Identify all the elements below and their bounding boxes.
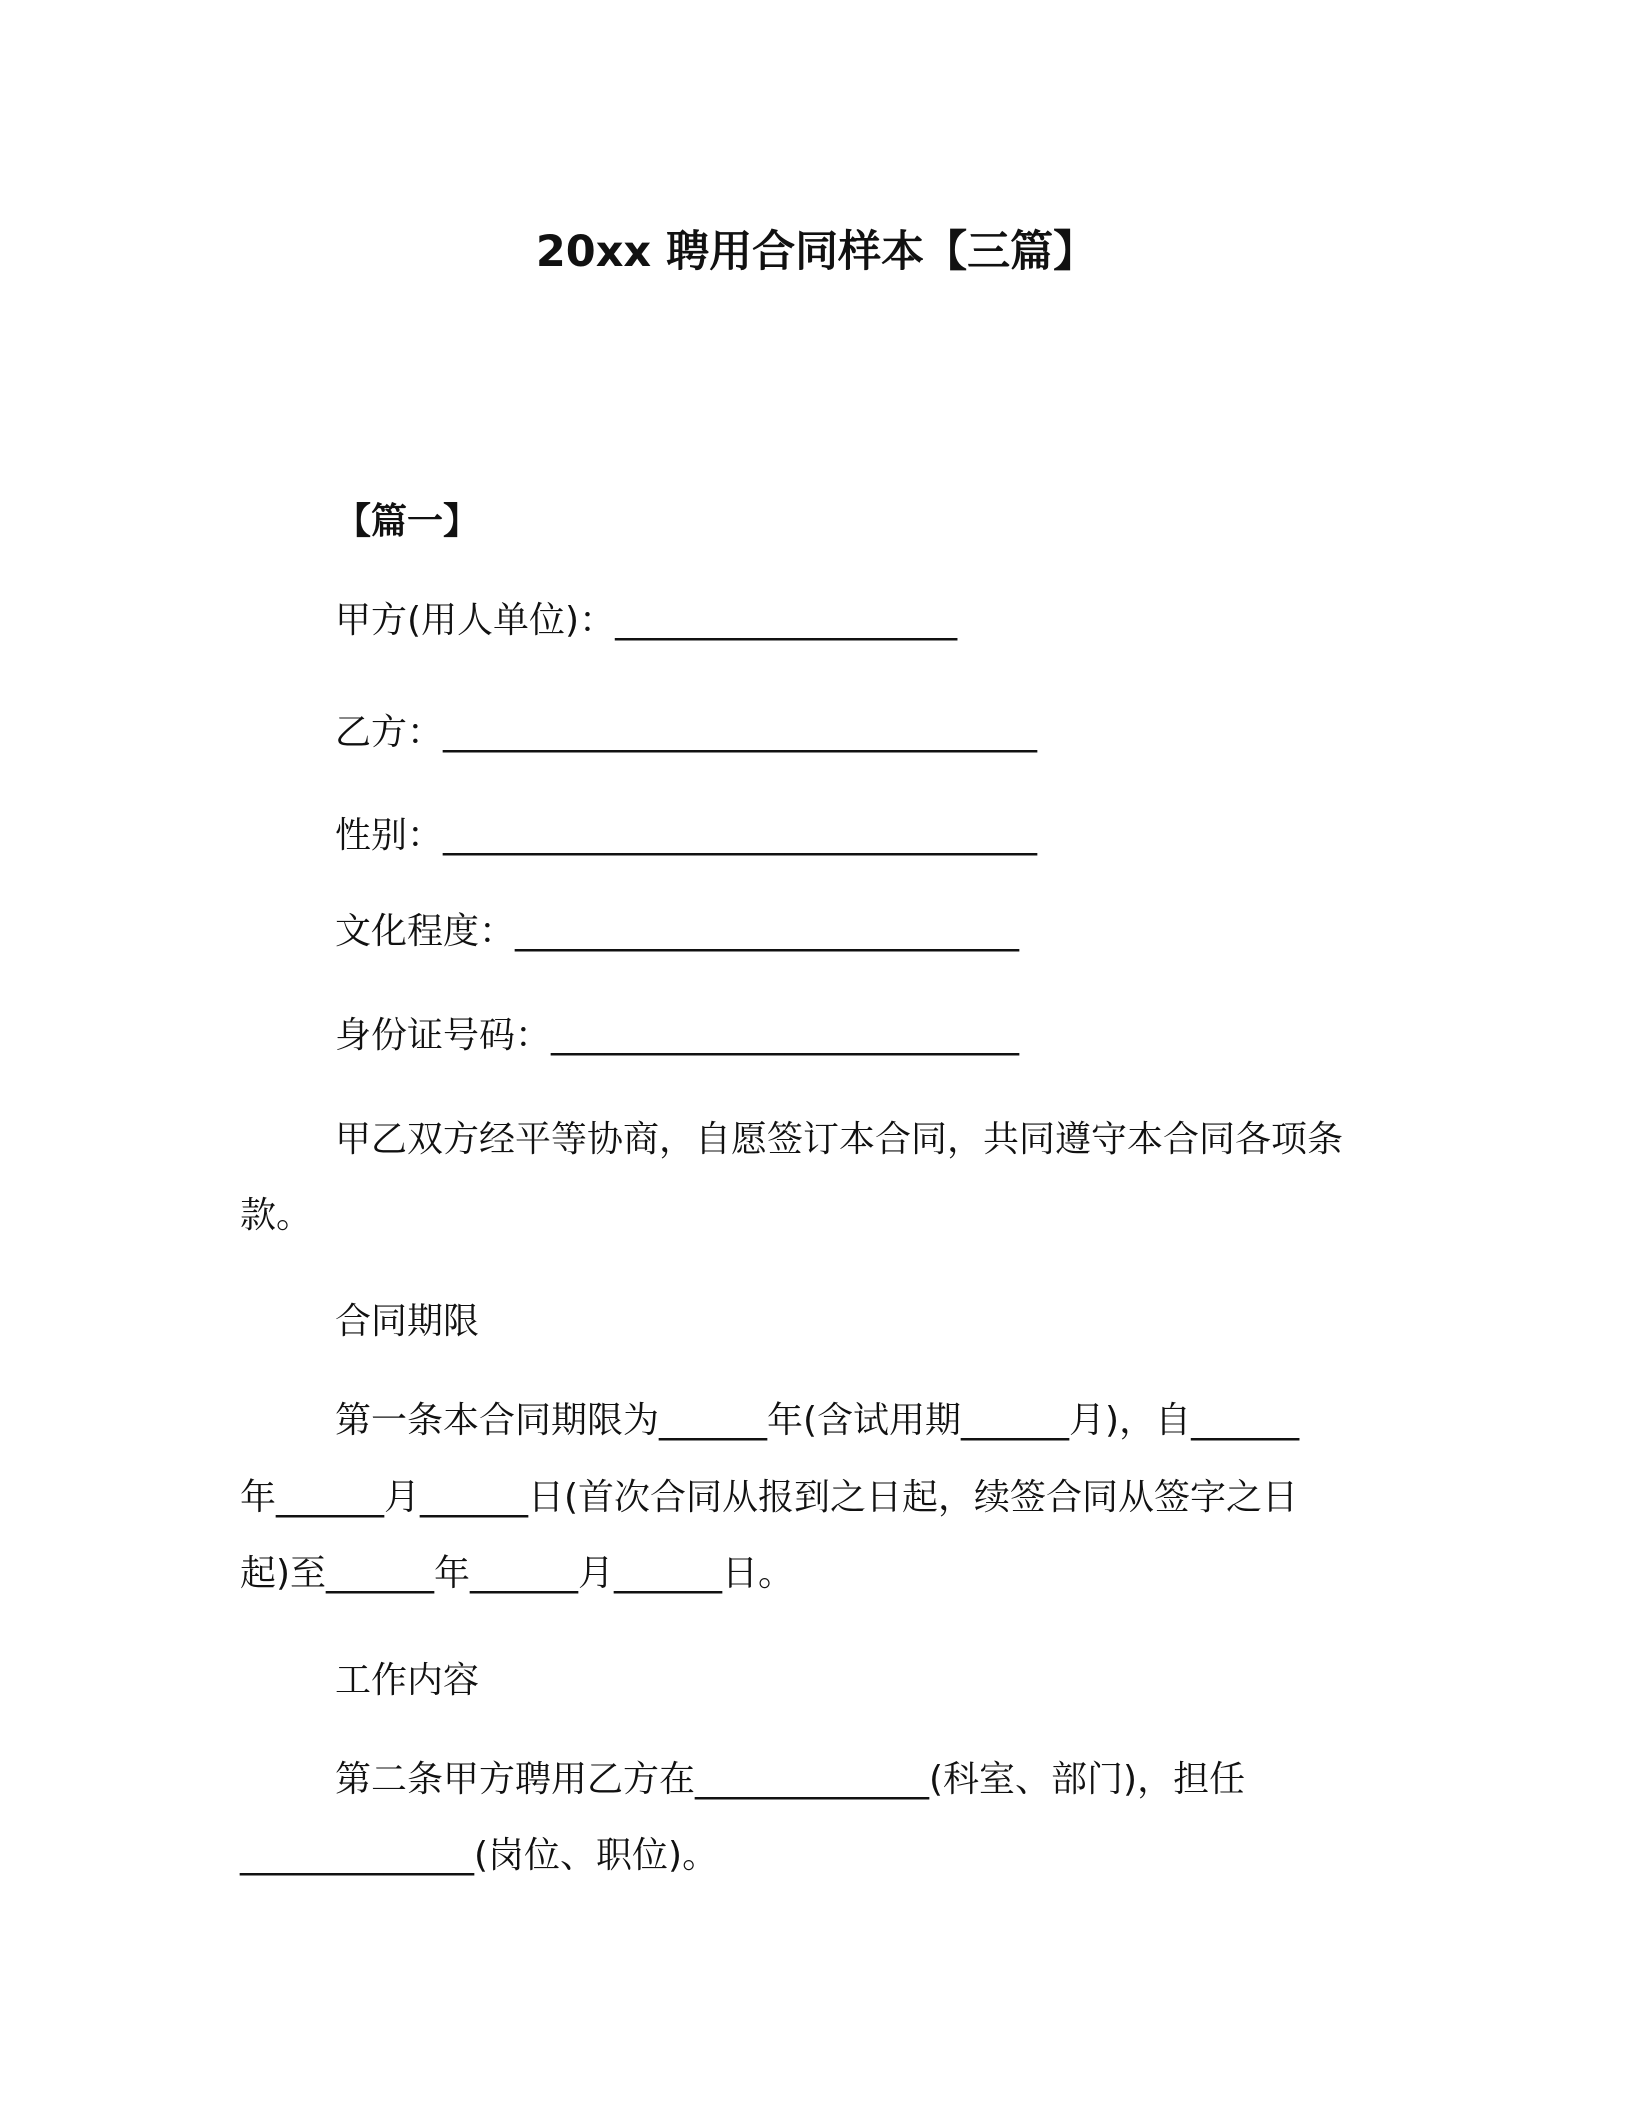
section-heading-part-one: 【篇一】 (335, 501, 480, 542)
article-one-line-2: 年______月______日(首次合同从报到之日起，续签合同从签字之日 (240, 1477, 1299, 1518)
agreement-paragraph-line-1: 甲乙双方经平等协商，自愿签订本合同，共同遵守本合同各项条 (335, 1119, 1344, 1160)
article-two-line-2: _____________(岗位、职位)。 (240, 1835, 719, 1876)
article-two-line-1: 第二条甲方聘用乙方在_____________(科室、部门)，担任 (335, 1759, 1246, 1800)
document-title: 20xx 聘用合同样本【三篇】 (535, 227, 1097, 277)
education-line: 文化程度：____________________________ (335, 911, 1020, 952)
article-one-line-1: 第一条本合同期限为______年(含试用期______月)，自______ (335, 1400, 1300, 1441)
section-heading-contract-term: 合同期限 (335, 1301, 480, 1342)
agreement-paragraph-line-2: 款。 (240, 1195, 313, 1236)
article-one-line-3: 起)至______年______月______日。 (240, 1553, 795, 1594)
party-a-line: 甲方(用人单位)：___________________ (335, 600, 958, 641)
gender-line: 性别：_________________________________ (335, 815, 1038, 856)
id-number-line: 身份证号码：__________________________ (335, 1015, 1020, 1056)
section-heading-work-content: 工作内容 (335, 1660, 480, 1701)
party-b-line: 乙方：_________________________________ (335, 712, 1038, 753)
